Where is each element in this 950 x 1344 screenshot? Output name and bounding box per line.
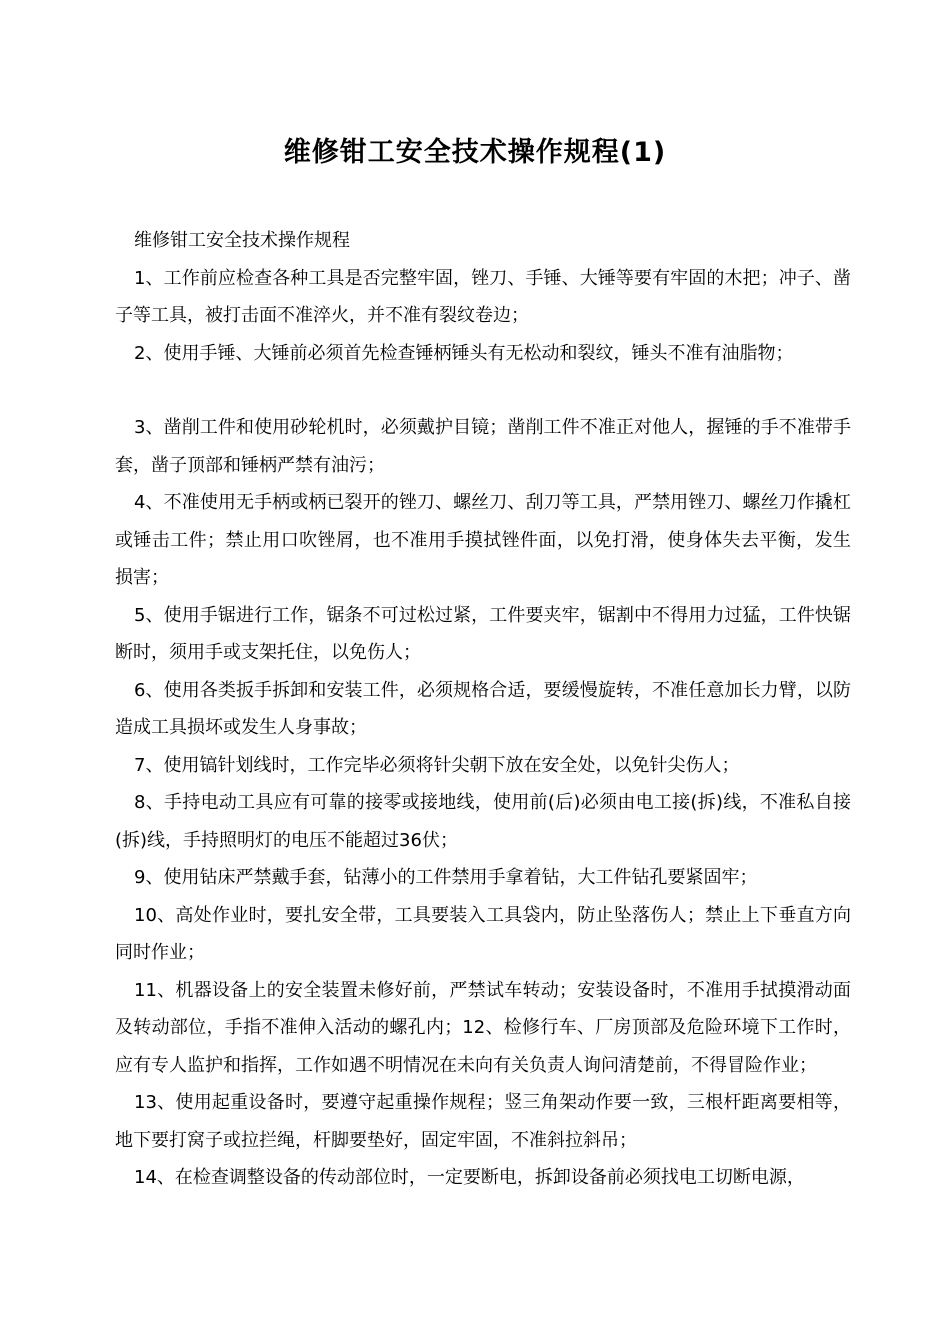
document-title: 维修钳工安全技术操作规程(1): [283, 137, 667, 168]
paragraph-rule-13: 13、使用起重设备时，要遵守起重操作规程；竖三角架动作要一致，三根杆距离要相等，地下要打窝子或拉拦绳，杆脚要垫好，固定牢固，不准斜拉斜吊；: [115, 1092, 851, 1151]
paragraph-rule-7: 7、使用镐针划线时，工作完毕必须将针尖朝下放在安全处，以免针尖伤人；: [134, 754, 740, 776]
paragraph-heading: 维修钳工安全技术操作规程: [134, 230, 350, 251]
document-body: [115, 222, 851, 1197]
paragraph-rule-2: 2、使用手锤、大锤前必须首先检查锤柄锤头有无松动和裂纹，锤头不准有油脂物；: [134, 342, 794, 364]
paragraph-rule-3: 3、凿削工件和使用砂轮机时，必须戴护目镜；凿削工件不准正对他人，握锤的手不准带手套，凿子顶部和锤柄严禁有油污；: [115, 417, 851, 476]
paragraph-rule-6: 6、使用各类扳手拆卸和安装工件，必须规格合适，要缓慢旋转，不准任意加长力臂，以防造成工具损坏或发生人身事故；: [115, 679, 851, 738]
paragraph-rule-11-12: 11、机器设备上的安全装置未修好前，严禁试车转动；安装设备时，不准用手拭摸滑动面及转动部位，手指不准伸入活动的螺孔内；12、检修行车、厂房顶部及危险环境下工作时，应有专人监护和指挥，工作如遇不明情况在未向有关负责人询问清楚前，不得冒险作业；: [115, 979, 851, 1076]
paragraph-rule-9: 9、使用钻床严禁戴手套，钻薄小的工件禁用手拿着钻，大工件钻孔要紧固牢；: [134, 867, 758, 888]
paragraph-rule-8: 8、手持电动工具应有可靠的接零或接地线，使用前(后)必须由电工接(拆)线，不准私自接(拆)线，手持照明灯的电压不能超过36伏；: [115, 792, 851, 851]
paragraph-rule-5: 5、使用手锯进行工作，锯条不可过松过紧，工件要夹牢，锯割中不得用力过猛，工件快锯断时，须用手或支架托住，以免伤人；: [115, 604, 851, 663]
paragraph-rule-14: 14、在检查调整设备的传动部位时，一定要断电，拆卸设备前必须找电工切断电源，: [134, 1167, 805, 1188]
paragraph-rule-10: 10、高处作业时，要扎安全带，工具要装入工具袋内，防止坠落伤人；禁止上下垂直方向同时作业；: [115, 904, 851, 963]
paragraph-rule-4: 4、不准使用无手柄或柄已裂开的锉刀、螺丝刀、刮刀等工具，严禁用锉刀、螺丝刀作撬杠或锤击工件；禁止用口吹锉屑，也不准用手摸拭锉件面，以免打滑，使身体失去平衡，发生损害；: [115, 492, 851, 588]
paragraph-rule-1: 1、工作前应检查各种工具是否完整牢固，锉刀、手锤、大锤等要有牢固的木把；冲子、凿子等工具，被打击面不准淬火，并不准有裂纹卷边；: [115, 267, 851, 326]
